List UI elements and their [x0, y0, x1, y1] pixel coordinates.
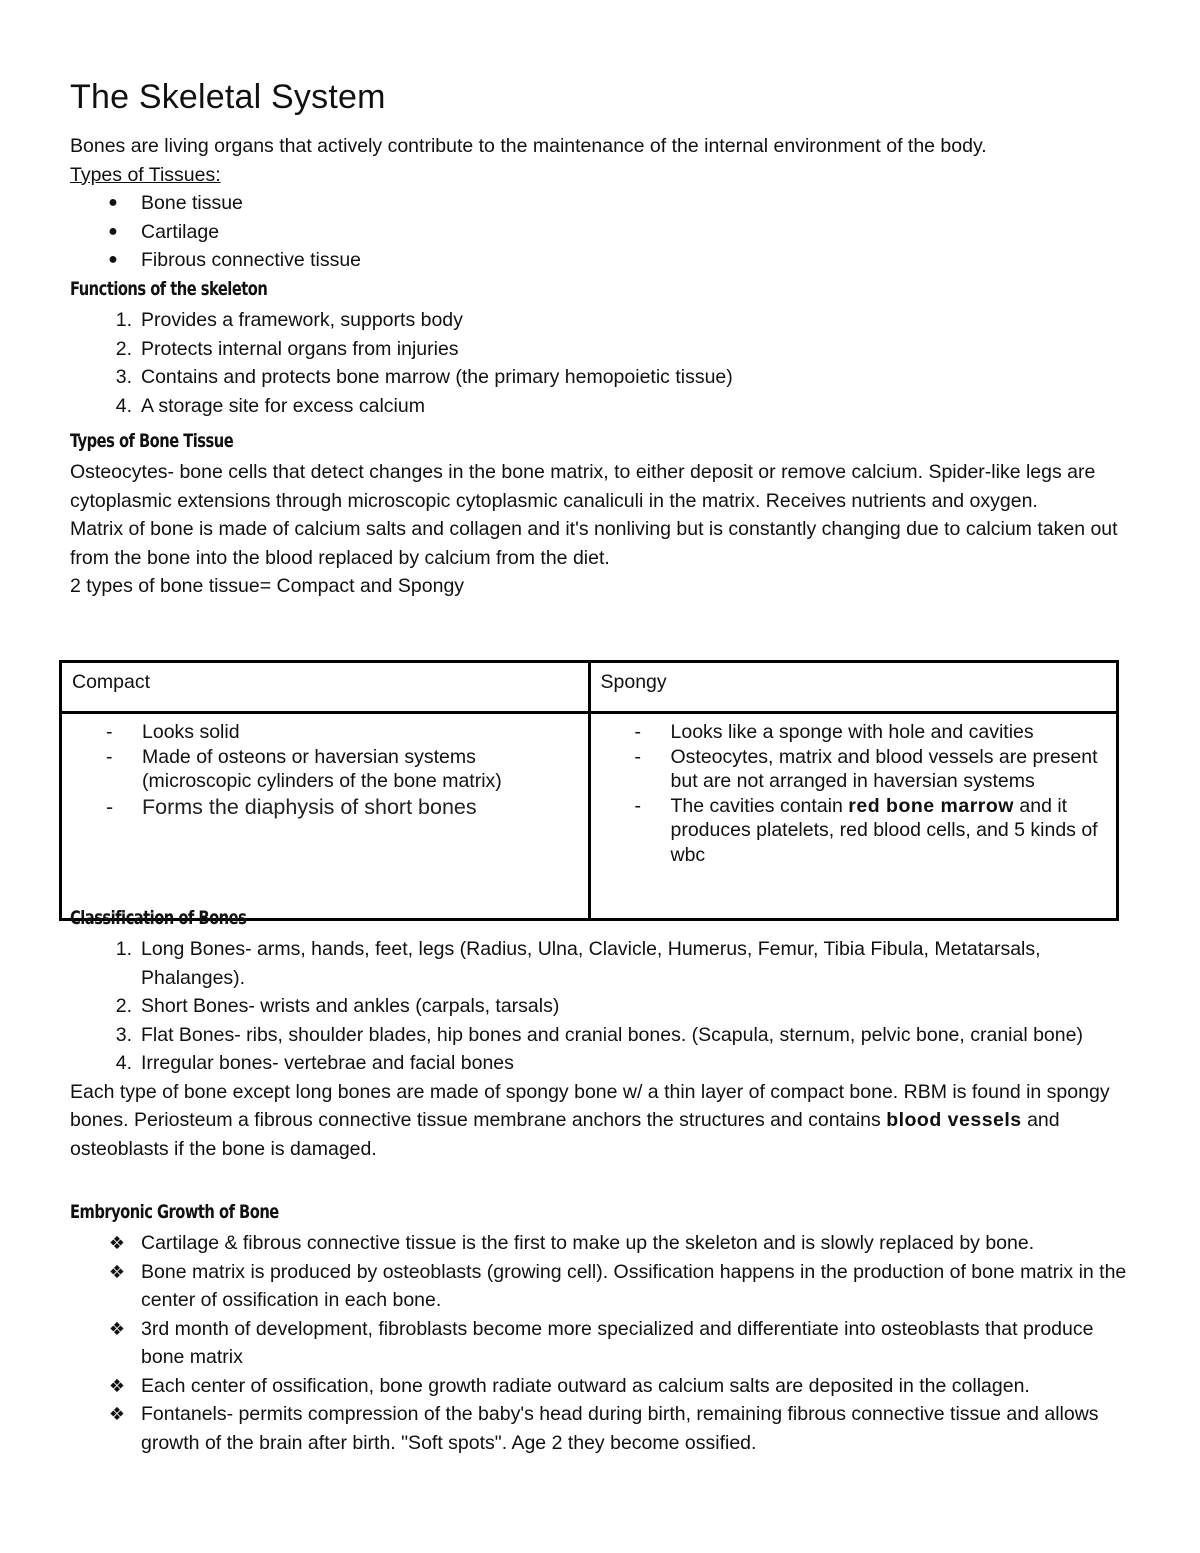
- intro-paragraph: Bones are living organs that actively contribute to the maintenance of the internal environment of the body.: [70, 135, 987, 157]
- table-cell-compact: [61, 713, 590, 920]
- list-item: - Looks solid: [106, 721, 240, 743]
- list-item: 3. Flat Bones- ribs, shoulder blades, hip bones and cranial bones. (Scapula, sternum, pelvic bone, cranial bone): [115, 1023, 1083, 1046]
- list-item: 4. A storage site for excess calcium: [115, 394, 425, 417]
- diamond-bullet-icon: ❖: [108, 1318, 126, 1339]
- diamond-bullet-icon: ❖: [108, 1375, 126, 1396]
- matrix-paragraph: Matrix of bone is made of calcium salts and collagen and it's nonliving but is constantly changing due to calcium taken out from the bone into the blood replaced by calcium from the diet.: [70, 518, 1118, 569]
- list-item: 3. Contains and protects bone marrow (the primary hemopoietic tissue): [115, 366, 733, 388]
- table-cell-spongy: [589, 713, 1118, 920]
- embryonic-list: [70, 1229, 1135, 1457]
- table-header-row: [61, 662, 1118, 713]
- list-item: 2. Short Bones- wrists and ankles (carpals, tarsals): [115, 995, 560, 1017]
- functions-heading: Functions of the skeleton: [70, 278, 268, 300]
- classification-paragraph: Each type of bone except long bones are made of spongy bone w/ a thin layer of compact bone. RBM is found in spongy bones. Periosteum a fibrous connective tissue membrane anchors the structures and contains blood vessels and osteoblasts if the bone is damaged.: [70, 1080, 1110, 1160]
- spongy-list: [601, 720, 1107, 867]
- list-item: - The cavities contain red bone marrow and it produces platelets, red blood cells, and 5 kinds of wbc: [634, 794, 1098, 866]
- list-item: - Made of osteons or haversian systems (microscopic cylinders of the bone matrix): [106, 745, 502, 792]
- list-item: 4. Irregular bones- vertebrae and facial bones: [115, 1052, 514, 1074]
- bullet-icon: ●: [108, 194, 118, 211]
- list-item: 2. Protects internal organs from injuries: [115, 337, 459, 360]
- bold-term: red bone marrow: [848, 794, 1014, 817]
- list-item: ❖ Each center of ossification, bone growth radiate outward as calcium salts are deposited in the collagen.: [70, 1372, 1135, 1401]
- classification-section: [70, 907, 1135, 1163]
- bone-tissue-heading: Types of Bone Tissue: [70, 430, 234, 452]
- embryonic-section: [70, 1201, 1135, 1457]
- list-item: ● Bone tissue: [70, 189, 1135, 218]
- table-row: [61, 713, 1118, 920]
- list-item: ❖ Fontanels- permits compression of the baby's head during birth, remaining fibrous connective tissue and allows growth of the brain after birth. "Soft spots". Age 2 they become ossified.: [70, 1400, 1135, 1457]
- table-header-spongy: Spongy: [589, 662, 1118, 713]
- intro-section: [70, 132, 1135, 275]
- osteocytes-paragraph: Osteocytes- bone cells that detect changes in the bone matrix, to either deposit or remove calcium. Spider-like legs are cytoplasmic extensions through microscopic cytoplasmic canaliculi in the matrix. Receives nutrients and oxygen.: [70, 461, 1096, 512]
- classification-heading: Classification of Bones: [70, 907, 247, 929]
- list-item: 1. Long Bones- arms, hands, feet, legs (Radius, Ulna, Clavicle, Humerus, Femur, Tibia Fibula, Metatarsals, Phalanges).: [115, 938, 1041, 989]
- list-item: ❖ 3rd month of development, fibroblasts become more specialized and differentiate into osteoblasts that produce bone matrix: [70, 1315, 1135, 1372]
- bone-tissue-section: [70, 430, 1135, 601]
- list-item: ❖ Bone matrix is produced by osteoblasts (growing cell). Ossification happens in the production of bone matrix in the center of ossification in each bone.: [70, 1258, 1135, 1315]
- list-item: ● Cartilage: [70, 218, 1135, 247]
- bone-types-line: 2 types of bone tissue= Compact and Spongy: [70, 575, 465, 597]
- list-item: - Looks like a sponge with hole and cavities: [634, 721, 1034, 743]
- embryonic-heading: Embryonic Growth of Bone: [70, 1201, 279, 1223]
- compact-spongy-table: [59, 660, 1119, 921]
- page-title: The Skeletal System: [70, 78, 386, 116]
- compact-list: [72, 720, 578, 821]
- list-item: 1. Provides a framework, supports body: [115, 309, 463, 331]
- functions-list: [70, 306, 1135, 420]
- table-header-compact: Compact: [61, 662, 590, 713]
- bullet-icon: ●: [108, 251, 118, 268]
- diamond-bullet-icon: ❖: [108, 1233, 126, 1253]
- list-item: ❖ Cartilage & fibrous connective tissue is the first to make up the skeleton and is slowly replaced by bone.: [70, 1229, 1135, 1258]
- tissues-label: Types of Tissues:: [70, 163, 221, 186]
- diamond-bullet-icon: ❖: [108, 1404, 126, 1424]
- list-item: - Forms the diaphysis of short bones: [106, 794, 477, 819]
- diamond-bullet-icon: ❖: [108, 1261, 126, 1282]
- functions-section: [70, 278, 1135, 420]
- bold-term: blood vessels: [886, 1109, 1022, 1131]
- list-item: ● Fibrous connective tissue: [70, 246, 1135, 275]
- bullet-icon: ●: [108, 222, 118, 240]
- tissues-list: [70, 189, 1135, 275]
- list-item: - Osteocytes, matrix and blood vessels are present but are not arranged in haversian systems: [634, 745, 1098, 792]
- classification-list: [70, 935, 1135, 1078]
